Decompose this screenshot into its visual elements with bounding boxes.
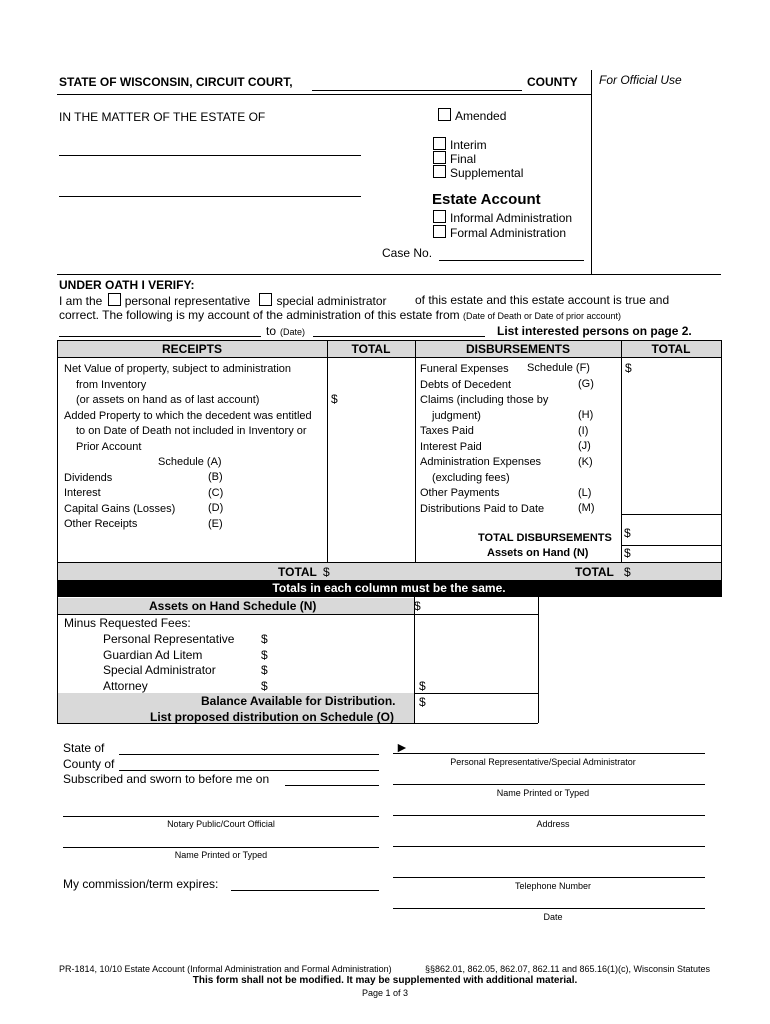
formal-option[interactable] [433,225,566,240]
fees-col [414,597,415,723]
fee-dollar: $ [261,647,268,662]
supplemental-checkbox[interactable] [433,165,446,178]
schedule-f: Schedule (F) [527,362,590,374]
oath-line-2 [59,308,621,322]
oath-divider [57,274,721,275]
total-row [58,563,721,580]
receipt-line: Schedule (A) [158,456,222,468]
decedent-name-line-1[interactable] [59,155,361,156]
pr-name-label: Name Printed or Typed [496,788,590,798]
fee-item: Guardian Ad Litem [103,647,203,662]
list-interested-note: List interested persons on page 2. [497,324,692,338]
interim-option[interactable] [433,137,487,152]
receipt-line: to on Date of Death not included in Inventory or [76,425,307,437]
receipt-schedules [208,470,223,532]
state-of-label: State of [63,741,105,755]
county-of-label: County of [63,757,115,771]
receipts-value-dollar: $ [331,392,338,406]
disbursement-line: Debts of Decedent [420,378,512,391]
disbursement-line: Other Payments [420,487,500,499]
county-name-line[interactable] [312,90,522,91]
total-right-dollar: $ [624,565,631,579]
balance-box-top [414,693,538,694]
notary-name-label: Name Printed or Typed [174,850,268,860]
fees-total-dollar: $ [419,679,426,693]
assets-schedule-label: Assets on Hand Schedule (N) [149,599,317,613]
interim-checkbox[interactable] [433,137,446,150]
totals-banner: Totals in each column must be the same. [57,580,721,597]
form-number: PR-1814, 10/10 Estate Account (Informal Administration and Formal Administration) [59,964,392,974]
form-title: Estate Account [432,191,541,208]
disb-total-box-mid [621,545,721,546]
disbursement-line: (excluding fees) [432,471,510,484]
date-line[interactable] [393,908,705,909]
court-label: STATE OF WISCONSIN, CIRCUIT COURT, [59,75,293,89]
schedule-label: (H) [578,409,594,421]
schedule-label: (K) [578,455,593,468]
fee-dollar: $ [261,632,268,646]
county-label: COUNTY [527,75,578,89]
disbursement-line: Administration Expenses [420,456,542,468]
case-no-line[interactable] [439,260,584,261]
disbursement-line: Claims (including those by [420,394,549,406]
to-date-line[interactable] [313,336,485,337]
notary-label: Notary Public/Court Official [167,819,275,829]
table-col-1 [327,340,328,580]
date-of-death-hint: (Date of Death or Date of prior account) [462,311,622,321]
disbursement-line: Distributions Paid to Date [420,502,545,515]
schedule-label: (E) [208,517,223,530]
oath-line-1 [59,293,387,308]
formal-checkbox[interactable] [433,225,446,238]
disbursements-value-dollar: $ [625,361,632,375]
official-use-label: For Official Use [599,73,682,87]
receipt-line: Prior Account [76,440,142,453]
disbursement-line: judgment) [432,409,481,422]
total-disbursements-dollar: $ [624,526,631,540]
informal-option[interactable] [433,210,572,225]
final-option[interactable] [433,151,476,166]
final-checkbox[interactable] [433,151,446,164]
page-number: Page 1 of 3 [361,988,409,998]
schedule-label: (I) [578,424,589,437]
informal-label: Informal Administration [450,211,573,225]
statutes: §§862.01, 862.05, 862.07, 862.11 and 865.16(1)(c), Wisconsin Statutes [425,964,711,974]
proposed-distribution-label: List proposed distribution on Schedule (O) [150,710,394,724]
schedule-label: (M) [578,502,595,514]
balance-dollar: $ [419,695,426,709]
special-admin-checkbox[interactable] [259,293,272,306]
minus-fees-label: Minus Requested Fees: [64,616,191,630]
pr-signature-label: Personal Representative/Special Administrator [450,757,636,767]
notary-name-line[interactable] [63,847,379,848]
amended-checkbox[interactable] [438,108,451,121]
personal-rep-checkbox[interactable] [108,293,121,306]
telephone-label: Telephone Number [514,881,592,891]
fees-row-divider [57,614,538,615]
to-label: to [266,324,277,338]
address-line-2[interactable] [393,846,705,847]
commission-label: My commission/term expires: [63,877,219,891]
commission-line[interactable] [231,890,379,891]
receipt-line: Interest [64,487,101,499]
amended-label: Amended [455,109,507,123]
table-border-left [57,340,58,597]
total-left-label: TOTAL [278,565,317,579]
schedule-label: (B) [208,471,223,483]
date-hint: (Date) [280,327,306,337]
state-of-line[interactable] [119,754,379,755]
special-admin-label: special administrator [276,294,387,308]
disb-total-box-top [621,514,721,515]
receipts-total-header: TOTAL [351,342,391,356]
assets-on-hand-label: Assets on Hand (N) [487,547,589,559]
receipt-line: Added Property to which the decedent was entitled [64,409,312,422]
total-disbursements-label: TOTAL DISBURSEMENTS [478,532,612,544]
amended-option[interactable] [438,108,506,123]
receipt-line: Capital Gains (Losses) [64,502,176,515]
disbursement-line: Taxes Paid [420,425,474,437]
fees-list [103,632,234,694]
schedule-label: (D) [208,502,224,514]
fee-dollar: $ [261,663,268,677]
supplemental-option[interactable] [433,165,523,180]
assets-on-hand-dollar: $ [624,546,631,560]
from-date-line[interactable] [59,336,261,337]
table-border-right [721,340,722,597]
receipt-line: Other Receipts [64,518,138,530]
schedule-label: (J) [578,440,591,452]
table-col-2 [415,340,416,580]
county-of-line[interactable] [119,770,379,771]
oath-line-1-rest: of this estate and this estate account is true and [415,293,670,307]
date-label: Date [543,912,563,922]
fee-item: Special Administrator [103,663,216,677]
subscribed-label: Subscribed and sworn to before me on [63,772,270,786]
receipts-header: RECEIPTS [161,342,222,356]
total-right-label: TOTAL [575,565,614,579]
formal-label: Formal Administration [450,226,567,240]
oath-heading: UNDER OATH I VERIFY: [59,278,195,292]
fees-border-right [538,597,539,723]
official-use-border [591,70,592,275]
assets-schedule-dollar: $ [414,599,421,613]
receipt-line: (or assets on hand as of last account) [76,394,260,406]
final-label: Final [450,152,477,166]
pr-name-line[interactable] [393,784,705,785]
disbursements-header: DISBURSEMENTS [465,342,570,356]
total-left-dollar: $ [323,565,330,579]
schedule-label: (G) [578,378,594,390]
estate-of-label: IN THE MATTER OF THE ESTATE OF [59,110,266,124]
fees-dollars [261,632,268,694]
disbursement-line: Interest Paid [420,440,482,453]
informal-checkbox[interactable] [433,210,446,223]
receipt-line: from Inventory [76,378,147,391]
total-row-top [57,562,721,563]
balance-label: Balance Available for Distribution. [201,694,396,708]
oath-line-2-text: correct. The following is my account of the administration of this estate from [59,308,460,322]
header-divider [57,94,591,95]
personal-rep-label: personal representative [124,294,251,308]
receipts-list [64,362,312,533]
modification-notice: This form shall not be modified. It may be supplemented with additional material. [192,975,578,986]
schedule-label: (C) [208,486,224,499]
notary-signature-line[interactable] [63,816,379,817]
address-line[interactable] [393,815,705,816]
receipt-line: Dividends [64,471,113,484]
pr-signature-line[interactable] [393,753,705,754]
table-col-3 [621,340,622,580]
disbursements-total-header: TOTAL [651,342,691,356]
schedule-label: (L) [578,486,592,499]
receipt-line: Net Value of property, subject to administration [64,363,292,375]
fee-dollar: $ [261,678,268,693]
disbursement-line: Funeral Expenses [420,363,509,375]
arrow-icon: ► [395,739,409,755]
fee-item: Personal Representative [103,632,235,646]
decedent-name-line-2[interactable] [59,196,361,197]
subscribed-date-line[interactable] [285,785,379,786]
disbursements-list [420,362,548,517]
disb-schedules [578,377,595,517]
telephone-line[interactable] [393,877,705,878]
address-label: Address [536,819,570,829]
case-no-label: Case No. [382,246,433,260]
fee-item: Attorney [103,678,148,693]
interim-label: Interim [450,138,487,152]
supplemental-label: Supplemental [450,166,524,180]
i-am-the-label: I am the [59,294,103,308]
